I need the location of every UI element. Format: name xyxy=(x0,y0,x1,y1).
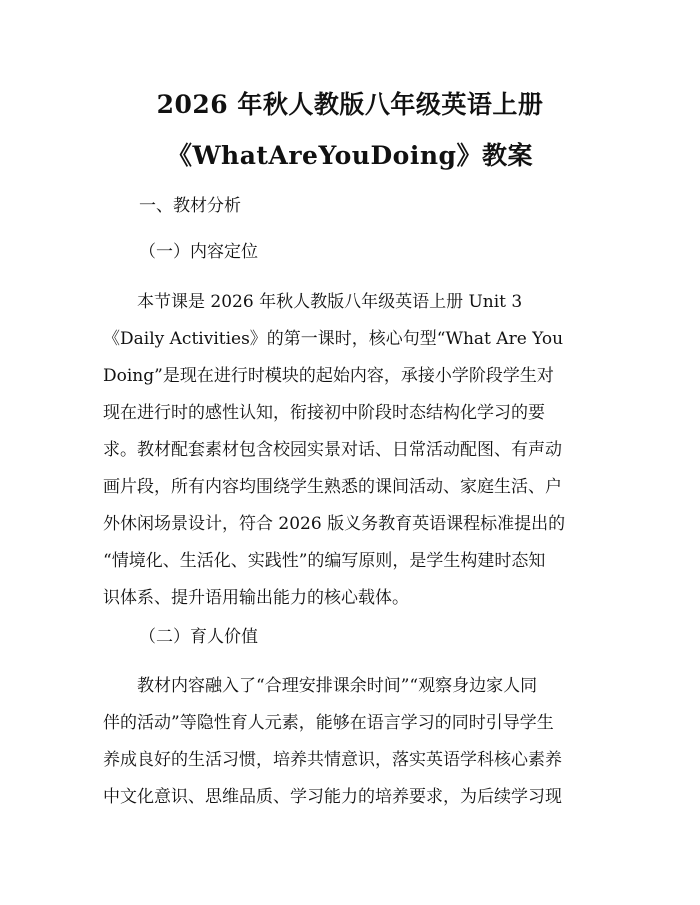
paragraph-line: 伴的活动”等隐性育人元素，能够在语言学习的同时引导学生 xyxy=(103,713,554,733)
paragraph-line: 养成良好的生活习惯，培养共情意识，落实英语学科核心素养 xyxy=(103,750,562,770)
paragraph-line: “情境化、生活化、实践性”的编写原则，是学生构建时态知 xyxy=(103,551,546,571)
subsection-heading-content-positioning: （一）内容定位 xyxy=(139,242,258,262)
subsection-heading-educational-value: （二）育人价值 xyxy=(139,627,258,647)
paragraph-line: Doing”是现在进行时模块的起始内容，承接小学阶段学生对 xyxy=(103,366,554,386)
paragraph-line: 外休闲场景设计，符合 2026 版义务教育英语课程标准提出的 xyxy=(103,514,566,534)
paragraph-line: 本节课是 2026 年秋人教版八年级英语上册 Unit 3 xyxy=(137,292,523,312)
paragraph-line: 中文化意识、思维品质、学习能力的培养要求，为后续学习现 xyxy=(103,787,562,807)
paragraph-line: 教材内容融入了“合理安排课余时间”“观察身边家人同 xyxy=(137,676,538,696)
paragraph-line: 求。教材配套素材包含校园实景对话、日常活动配图、有声动 xyxy=(103,440,562,460)
document-title-line-1: 2026 年秋人教版八年级英语上册 xyxy=(156,90,544,119)
paragraph-line: 识体系、提升语用输出能力的核心载体。 xyxy=(103,588,409,608)
section-heading-textbook-analysis: 一、教材分析 xyxy=(139,196,241,216)
paragraph-content-positioning xyxy=(103,284,603,617)
paragraph-educational-value xyxy=(103,668,603,816)
paragraph-line: 现在进行时的感性认知，衔接初中阶段时态结构化学习的要 xyxy=(103,403,545,423)
paragraph-line: 《Daily Activities》的第一课时，核心句型“What Are You xyxy=(103,329,564,349)
paragraph-line: 画片段，所有内容均围绕学生熟悉的课间活动、家庭生活、户 xyxy=(103,477,562,497)
document-title-line-2: 《WhatAreYouDoing》教案 xyxy=(166,141,533,170)
